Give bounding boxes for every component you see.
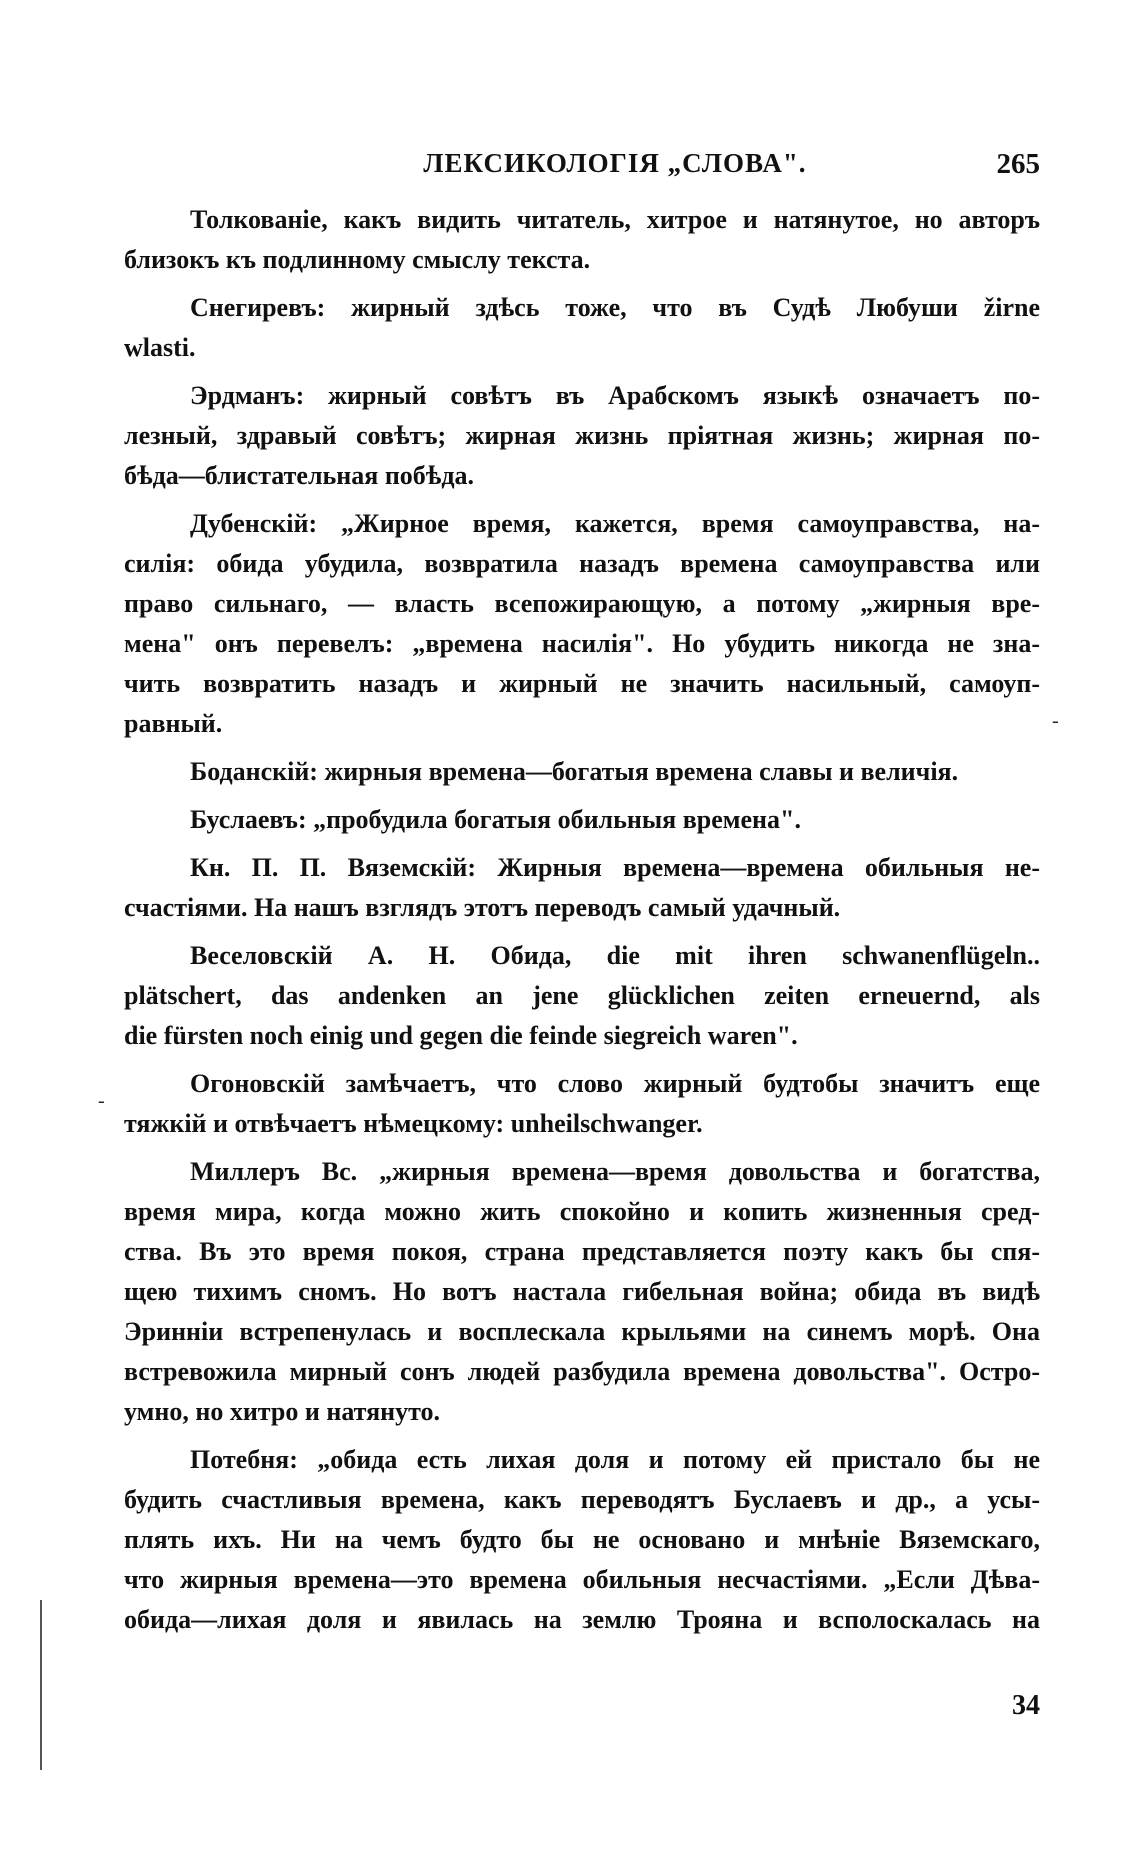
page-header [190,148,1040,188]
text-line: die fürsten noch einig und gegen die feinde siegreich waren". [124,1021,798,1050]
text-line: плять ихъ. Ни на чемъ будто бы не основано и мнѣніе Вяземскаго, [124,1525,1040,1554]
text-line: щею тихимъ сномъ. Но вотъ настала гибельная война; обида въ видѣ [124,1277,1040,1306]
text-line: равный. [124,709,223,738]
text-line: обида—лихая доля и явилась на землю Трояна и всполоскалась на [124,1605,1040,1634]
text-line: Эрдманъ: жирный совѣтъ въ Арабскомъ языкѣ означаетъ по- [190,381,1040,410]
scan-edge-line [40,1600,42,1770]
paragraph-2 [124,288,1040,368]
text-line: лезный, здравый совѣтъ; жирная жизнь пріятная жизнь; жирная по- [124,421,1040,450]
text-line: wlasti. [124,333,196,362]
paragraph-3 [124,376,1040,496]
text-line: Боданскій: жирныя времена—богатыя времена славы и величія. [190,757,959,786]
text-line: бѣда—блистательная побѣда. [124,461,475,490]
text-line: умно, но хитро и натянуто. [124,1397,441,1426]
paragraph-10 [124,1152,1040,1432]
paragraph-7 [124,848,1040,928]
text-line: Буслаевъ: „пробудила богатыя обильныя времена". [190,805,801,834]
paragraph-9 [124,1064,1040,1144]
text-line: мена" онъ перевелъ: „времена насилія". Но убудить никогда не зна- [124,629,1040,658]
margin-mark: - [1052,710,1059,732]
text-line: Огоновскій замѣчаетъ, что слово жирный будтобы значитъ еще [190,1069,1040,1098]
text-line: Кн. П. П. Вяземскій: Жирныя времена—времена обильныя не- [190,853,1040,882]
text-line: Веселовскій А. Н. Обида, die mit ihren schwanenflügeln.. [190,941,1040,970]
text-line: Снегиревъ: жирный здѣсь тоже, что въ Судѣ Любуши žirne [190,293,1040,322]
text-line: тяжкій и отвѣчаетъ нѣмецкому: unheilschwanger. [124,1109,703,1138]
text-line: будить счастливыя времена, какъ переводятъ Буслаевъ и др., а усы- [124,1485,1040,1514]
text-line: встревожила мирный сонъ людей разбудила времена довольства". Остро- [124,1357,1040,1386]
text-line: Толкованіе, какъ видить читатель, хитрое и натянутое, но авторъ [190,205,1040,234]
text-line: Дубенскій: „Жирное время, кажется, время самоуправства, на- [190,509,1040,538]
text-line: Миллеръ Вс. „жирныя времена—время довольства и богатства, [190,1157,1040,1186]
page-number: 265 [996,148,1040,180]
text-line: Потебня: „обида есть лихая доля и потому ей пристало бы не [190,1445,1040,1474]
paragraph-1 [124,200,1040,280]
text-line: что жирныя времена—это времена обильныя несчастіями. „Если Дѣва- [124,1565,1040,1594]
text-line: чить возвратить назадъ и жирный не значить насильный, самоуп- [124,669,1040,698]
signature-mark: 34 [1012,1690,1040,1721]
text-line: ства. Въ это время покоя, страна представляется поэту какъ бы спя- [124,1237,1040,1266]
paragraph-6 [124,800,1040,840]
paragraph-11 [124,1440,1040,1640]
text-line: близокъ къ подлинному смыслу текста. [124,245,591,274]
running-title: ЛЕКСИКОЛОГІЯ „СЛОВА". [423,148,807,178]
text-line: plätschert, das andenken an jene glücklichen zeiten erneuernd, als [124,981,1040,1010]
text-line: право сильнаго, — власть всепожирающую, а потому „жирныя вре- [124,589,1040,618]
paragraph-8 [124,936,1040,1056]
paragraph-5 [124,752,1040,792]
text-line: счастіями. На нашъ взглядъ этотъ переводъ самый удачный. [124,893,841,922]
text-line: силія: обида убудила, возвратила назадъ времена самоуправства или [124,549,1040,578]
body-text [124,200,1040,1648]
margin-mark: - [98,1090,105,1112]
paragraph-4 [124,504,1040,744]
text-line: Эринніи встрепенулась и восплескала крыльями на синемъ морѣ. Она [124,1317,1040,1346]
text-line: время мира, когда можно жить спокойно и копить жизненныя сред- [124,1197,1040,1226]
